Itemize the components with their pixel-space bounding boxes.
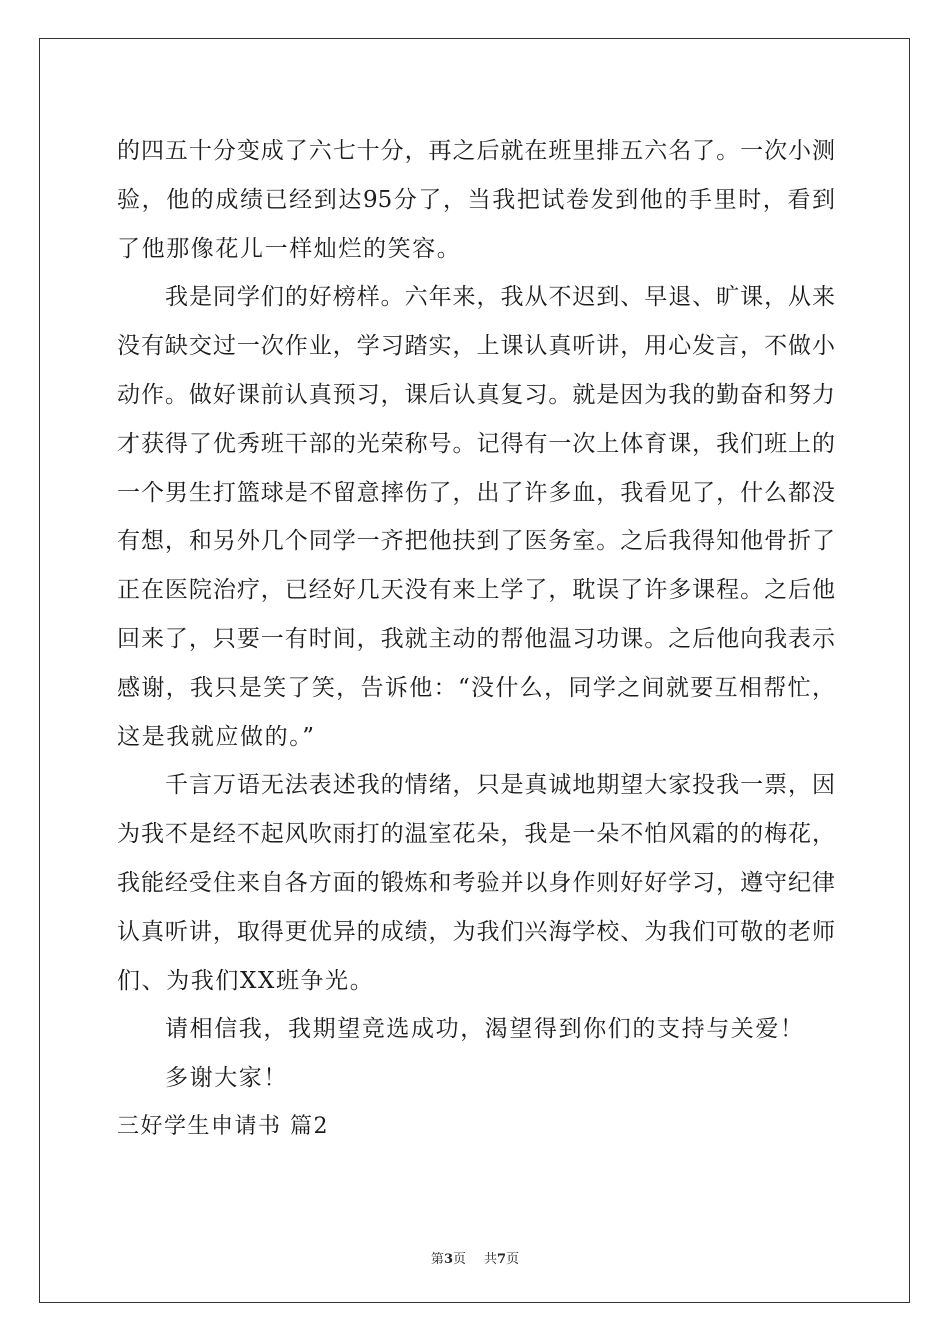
text-line: 才获得了优秀班干部的光荣称号。记得有一次上体育课，我们班上的 <box>117 430 835 457</box>
text-line: 多谢大家！ <box>165 1065 288 1092</box>
text-line: 回来了，只要一有时间，我就主动的帮他温习功课。之后他向我表示 <box>117 625 835 652</box>
document-body <box>117 127 835 1152</box>
text-line: 有想，和另外几个同学一齐把他扶到了医务室。之后我得知他骨折了 <box>117 528 835 555</box>
text-line: 动作。做好课前认真预习，课后认真复习。就是因为我的勤奋和努力 <box>117 381 835 408</box>
footer-page-suffix: 页 <box>452 1252 466 1267</box>
paragraph-role-model <box>117 273 835 761</box>
text-line: 了他那像花儿一样灿烂的笑容。 <box>117 235 462 262</box>
total-page-count: 7 <box>497 1252 507 1267</box>
text-line: 我是同学们的好榜样。六年来，我从不迟到、早退、旷课，从来 <box>165 284 835 311</box>
footer-total-prefix: 共 <box>484 1252 498 1267</box>
text-line: 认真听讲，取得更优异的成绩，为我们兴海学校、为我们可敬的老师 <box>117 918 835 945</box>
paragraph-thanks <box>117 1054 835 1103</box>
text-line: 这是我就应做的。” <box>117 723 316 750</box>
page-footer <box>0 1248 950 1267</box>
footer-prefix: 第 <box>430 1252 444 1267</box>
paragraph-continuation <box>117 127 835 273</box>
text-line: 们、为我们XX班争光。 <box>117 967 375 994</box>
text-line: 千言万语无法表述我的情绪，只是真诚地期望大家投我一票，因 <box>165 772 835 799</box>
text-line: 没有缺交过一次作业，学习踏实，上课认真听讲，用心发言，不做小 <box>117 333 835 360</box>
text-line: 的四五十分变成了六七十分，再之后就在班里排五六名了。一次小测 <box>117 138 835 164</box>
text-line: 感谢，我只是笑了笑，告诉他：“没什么，同学之间就要互相帮忙， <box>117 674 835 701</box>
paragraph-trust-me <box>117 1005 835 1054</box>
footer-total-suffix: 页 <box>506 1252 520 1267</box>
text-line: 请相信我，我期望竞选成功，渴望得到你们的支持与关爱！ <box>165 1016 805 1043</box>
text-line: 一个男生打篮球是不留意摔伤了，出了许多血，我看见了，什么都没 <box>117 479 835 506</box>
text-line: 验，他的成绩已经到达95分了，当我把试卷发到他的手里时，看到 <box>117 186 835 213</box>
paragraph-request-vote <box>117 761 835 1005</box>
text-line: 正在医院治疗，已经好几天没有来上学了，耽误了许多课程。之后他 <box>117 577 835 604</box>
text-line: 为我不是经不起风吹雨打的温室花朵，我是一朵不怕风霜的的梅花， <box>117 821 835 848</box>
text-line: 我能经受住来自各方面的锻炼和考验并以身作则好好学习，遵守纪律 <box>117 869 835 896</box>
section-heading: 三好学生申请书 篇2 <box>117 1113 329 1139</box>
current-page-number: 3 <box>443 1252 453 1267</box>
